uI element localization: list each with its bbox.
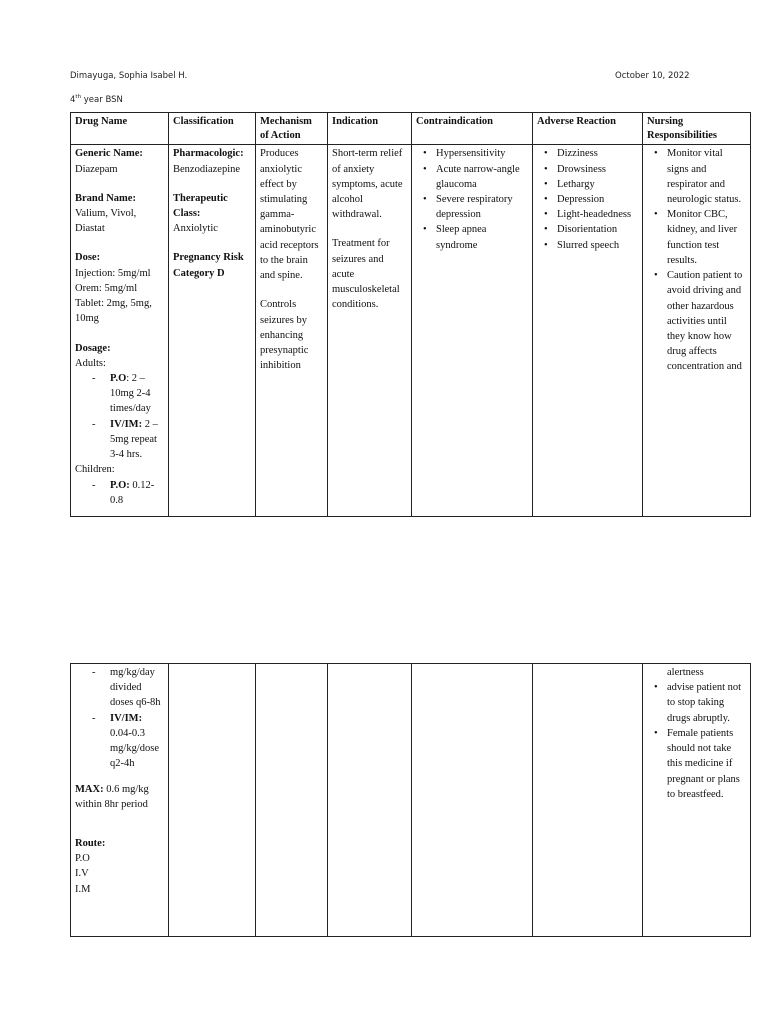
list-item: • Severe respiratory depression: [416, 192, 528, 222]
dose-line: Injection: 5mg/ml: [75, 267, 151, 279]
indication-text: Treatment for seizures and acute musculoskeletal conditions.: [332, 238, 400, 311]
adverse-reaction-cell: [533, 145, 643, 517]
child-dosage-list: [75, 478, 164, 508]
mechanism-text: Controls seizures by enhancing presynaptic inhibition: [260, 299, 309, 372]
drug-name-cell: [71, 145, 169, 517]
adults-label: Adults:: [75, 357, 106, 369]
brand-label: Brand Name:: [75, 192, 136, 204]
list-item: • Depression: [537, 192, 638, 207]
list-item: • Hypersensitivity: [416, 146, 528, 161]
table-row: [71, 145, 751, 517]
list-item: • Female patients should not take this medicine if pregnant or plans to breastfeed.: [647, 726, 746, 802]
classification-cell-continued: [169, 664, 256, 937]
mechanism-cell: [256, 145, 328, 517]
list-item: • Caution patient to avoid driving and other hazardous activities until they know how drug affects concentration and: [647, 268, 746, 375]
route-label: Route:: [75, 837, 106, 849]
pharmacologic-label: Pharmacologic:: [173, 148, 244, 160]
list-item: • Light-headedness: [537, 207, 638, 222]
list-item: - P.O: 0.12-0.8: [75, 478, 164, 508]
child-iv-list: [75, 711, 164, 772]
therapeutic-label: Therapeutic Class:: [173, 192, 228, 219]
child-dosage-list-continued: [75, 665, 164, 711]
generic-name: Diazepam: [75, 163, 118, 175]
nursing-continued-text: alertness: [667, 667, 704, 678]
table-row: [71, 664, 751, 937]
list-item: - P.O: 2 – 10mg 2-4 times/day: [75, 371, 164, 417]
list-item: • Disorientation: [537, 222, 638, 237]
dose-line: Tablet: 2mg, 5mg, 10mg: [75, 298, 152, 325]
route-item: P.O: [75, 853, 90, 865]
nursing-cell: [643, 145, 751, 517]
route-item: I.M: [75, 883, 91, 895]
list-item: • Dizziness: [537, 146, 638, 161]
list-item: - IV/IM: 2 – 5mg repeat 3-4 hrs.: [75, 417, 164, 463]
list-item: • Slurred speech: [537, 238, 638, 253]
table-header-row: [71, 113, 751, 145]
drug-study-table: [70, 112, 751, 517]
mechanism-cell-continued: [256, 664, 328, 937]
list-item: • Acute narrow-angle glaucoma: [416, 162, 528, 192]
max-dose: MAX: 0.6 mg/kg within 8hr period: [75, 783, 149, 810]
list-item: - IV/IM: 0.04-0.3 mg/kg/dose q2-4h: [75, 711, 164, 772]
route-item: I.V: [75, 868, 89, 880]
list-item: • Monitor CBC, kidney, and liver function test results.: [647, 207, 746, 268]
list-item: • Sleep apnea syndrome: [416, 222, 528, 252]
mechanism-text: Produces anxiolytic effect by stimulating gamma-aminobutyric acid receptors to the brain and spine.: [260, 148, 319, 282]
dosage-label: Dosage:: [75, 342, 111, 354]
indication-cell: [328, 145, 412, 517]
generic-label: Generic Name:: [75, 148, 143, 160]
col-classification: Classification: [169, 113, 256, 145]
indication-text: Short-term relief of anxiety symptoms, acute alcohol withdrawal.: [332, 148, 403, 221]
contraindication-cell: [412, 145, 533, 517]
col-contraindication: Contraindication: [412, 113, 533, 145]
contraindication-list: [416, 146, 528, 253]
col-indication: Indication: [328, 113, 412, 145]
list-item: - mg/kg/day divided doses q6-8h: [75, 665, 164, 711]
col-mechanism: Mechanism of Action: [256, 113, 328, 145]
children-label: Children:: [75, 464, 115, 476]
col-nursing: Nursing Responsibilities: [643, 113, 751, 145]
dose-line: Orem: 5mg/ml: [75, 282, 138, 294]
therapeutic-class: Anxiolytic: [173, 223, 218, 235]
pharmacologic-class: Benzodiazepine: [173, 163, 241, 175]
indication-cell-continued: [328, 664, 412, 937]
drug-name-cell-continued: [71, 664, 169, 937]
student-name: Dimayuga, Sophia Isabel H.: [70, 71, 188, 81]
classification-cell: [169, 145, 256, 517]
brand-name: Valium, Vivol, Diastat: [75, 208, 137, 235]
dose-label: Dose:: [75, 252, 101, 264]
col-drug-name: Drug Name: [71, 113, 169, 145]
list-item: • Lethargy: [537, 177, 638, 192]
drug-study-table-continued: [70, 663, 751, 937]
nursing-list: [647, 146, 746, 374]
adverse-reaction-cell-continued: [533, 664, 643, 937]
list-item: • advise patient not to stop taking drugs abruptly.: [647, 680, 746, 726]
nursing-list-continued: [647, 680, 746, 802]
contraindication-cell-continued: [412, 664, 533, 937]
list-item: • Monitor vital signs and respirator and neurologic status.: [647, 146, 746, 207]
year-level: 4th year BSN: [70, 94, 123, 105]
adverse-list: [537, 146, 638, 253]
list-item: • Drowsiness: [537, 162, 638, 177]
nursing-cell-continued: [643, 664, 751, 937]
document-date: October 10, 2022: [615, 71, 690, 81]
adult-dosage-list: [75, 371, 164, 462]
col-adverse-reaction: Adverse Reaction: [533, 113, 643, 145]
pregnancy-category: Pregnancy Risk Category D: [173, 252, 244, 279]
